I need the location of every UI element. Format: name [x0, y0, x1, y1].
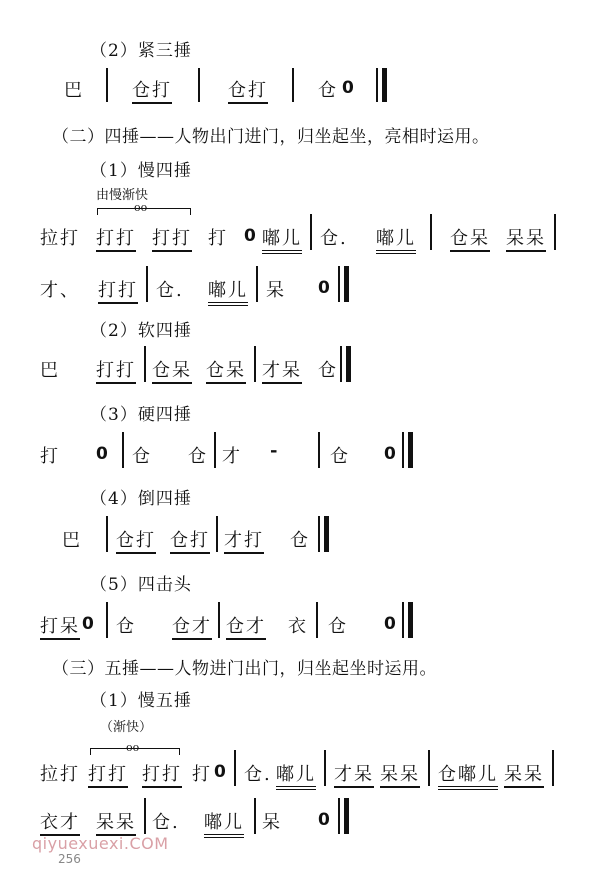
tuplet-marker: oo — [134, 201, 148, 214]
rest-zero: 0 — [96, 444, 108, 464]
cell: 拉打 — [40, 764, 80, 785]
barline — [254, 798, 256, 834]
barline — [144, 346, 146, 382]
barline — [316, 602, 318, 638]
barline — [324, 750, 326, 786]
cell: 呆呆 — [96, 808, 136, 836]
heading-dao-si-chui: （4）倒四捶 — [90, 489, 192, 509]
cell: 打打 — [96, 356, 136, 384]
rest-zero: 0 — [318, 278, 330, 298]
cell: 仓打 — [116, 526, 156, 554]
barline — [402, 602, 404, 638]
cell: 巴 — [62, 530, 82, 551]
barline — [340, 346, 342, 382]
cell: 打打 — [152, 224, 192, 252]
cell: 仓. — [152, 812, 180, 833]
barline — [376, 68, 378, 102]
barline — [214, 432, 216, 468]
cell: 嘟儿 — [276, 760, 316, 790]
heading-ying-si-chui: （3）硬四捶 — [90, 405, 192, 425]
cell: 仓打 — [170, 526, 210, 554]
barline — [106, 516, 108, 552]
cell: 呆 — [266, 280, 286, 301]
barline — [256, 266, 258, 302]
cell: 仓嘟儿 — [438, 760, 498, 790]
cell: 仓呆 — [206, 356, 246, 384]
barline — [310, 214, 312, 250]
barline — [338, 266, 340, 302]
heading-man-si-chui: （1）慢四捶 — [90, 161, 192, 181]
barline — [254, 346, 256, 382]
barline — [554, 214, 556, 250]
cell: 仓打 — [228, 76, 268, 104]
barline — [106, 602, 108, 638]
cell: 才、 — [40, 280, 80, 301]
cell: 仓 — [330, 446, 350, 467]
cell: - — [270, 440, 280, 461]
cell: 仓呆 — [450, 224, 490, 252]
cell: 呆 — [262, 812, 282, 833]
cell: 仓 — [318, 80, 338, 101]
cell: 衣 — [288, 616, 308, 637]
heading-jin-san-chui: （2）紧三捶 — [90, 41, 192, 61]
cell: 呆呆 — [380, 760, 420, 788]
barline — [216, 516, 218, 552]
final-barline — [382, 68, 387, 102]
barline — [292, 68, 294, 102]
cell: 仓 — [318, 360, 338, 381]
cell: 打打 — [142, 760, 182, 788]
cell: 巴 — [40, 360, 60, 381]
cell: 仓才 — [226, 612, 266, 640]
cell: 才 — [222, 446, 242, 467]
cell: 仓打 — [132, 76, 172, 104]
final-barline — [344, 266, 349, 302]
heading-si-chui: （二）四捶——人物出门进门，归坐起坐，亮相时运用。 — [52, 127, 490, 147]
cell: 仓. — [156, 280, 184, 301]
rest-zero: 0 — [318, 810, 330, 830]
rest-zero: 0 — [384, 614, 396, 634]
barline — [144, 798, 146, 834]
cell: 打打 — [96, 224, 136, 252]
cell: 仓 — [290, 530, 310, 551]
cell: 巴 — [64, 80, 84, 101]
cell: 拉打 — [40, 228, 80, 249]
cell: 打呆 — [40, 612, 80, 640]
rest-zero: 0 — [214, 762, 226, 782]
rest-zero: 0 — [342, 78, 354, 98]
cell: 仓. — [244, 764, 272, 785]
cell: 才打 — [224, 526, 264, 554]
barline — [428, 750, 430, 786]
cell: 打 — [192, 764, 212, 785]
final-barline — [408, 602, 413, 638]
page-number: 256 — [58, 852, 81, 866]
cell: 才呆 — [262, 356, 302, 384]
final-barline — [324, 516, 329, 552]
cell: 才呆 — [334, 760, 374, 788]
cell: 仓 — [188, 446, 208, 467]
cell: 嘟儿 — [204, 808, 244, 838]
barline — [318, 516, 320, 552]
cell: 仓 — [328, 616, 348, 637]
rest-zero: 0 — [82, 614, 94, 634]
cell: 仓 — [132, 446, 152, 467]
heading-wu-chui: （三）五捶——人物进门出门，归坐起坐时运用。 — [52, 659, 437, 679]
watermark: qiyuexuexi.COM — [32, 834, 169, 853]
barline — [122, 432, 124, 468]
barline — [402, 432, 404, 468]
heading-man-wu-chui: （1）慢五捶 — [90, 691, 192, 711]
cell: 仓. — [320, 228, 348, 249]
barline — [430, 214, 432, 250]
barline — [146, 266, 148, 302]
cell: 打 — [208, 228, 228, 249]
barline — [198, 68, 200, 102]
rest-zero: 0 — [244, 226, 256, 246]
final-barline — [408, 432, 413, 468]
cell: 嘟儿 — [208, 276, 248, 306]
cell: 嘟儿 — [376, 224, 416, 254]
cell: 嘟儿 — [262, 224, 302, 254]
barline — [338, 798, 340, 834]
final-barline — [344, 798, 349, 834]
cell: 打打 — [98, 276, 138, 304]
cell: 仓呆 — [152, 356, 192, 384]
cell: 呆呆 — [504, 760, 544, 788]
heading-ruan-si-chui: （2）软四捶 — [90, 321, 192, 341]
cell: 打 — [40, 446, 60, 467]
heading-si-ji-tou: （5）四击头 — [90, 575, 192, 595]
rest-zero: 0 — [384, 444, 396, 464]
cell: 衣才 — [40, 808, 80, 836]
cell: 仓才 — [172, 612, 212, 640]
barline — [218, 602, 220, 638]
cell: 呆呆 — [506, 224, 546, 252]
barline — [234, 750, 236, 786]
barline — [552, 750, 554, 786]
tempo-note: （渐快） — [100, 720, 153, 735]
barline — [318, 432, 320, 468]
cell: 仓 — [116, 616, 136, 637]
final-barline — [346, 346, 351, 382]
barline — [106, 68, 108, 102]
tempo-note: 由慢渐快 — [96, 188, 149, 203]
tuplet-marker: oo — [126, 741, 140, 754]
cell: 打打 — [88, 760, 128, 788]
